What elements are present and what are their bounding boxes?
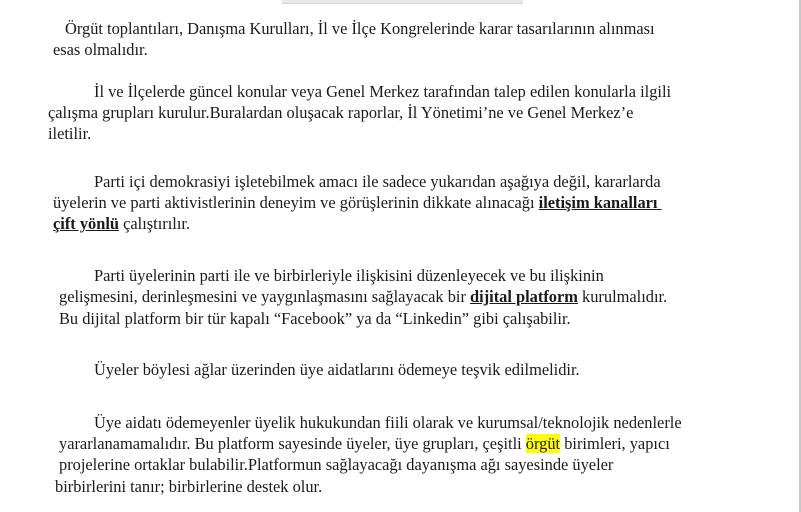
text-span: çalıştırılır. — [119, 214, 191, 233]
text-line: Üyeler böylesi ağlar üzerinden üye aidatlarını ödemeye teşvik edilmelidir. — [94, 360, 580, 379]
text-line: çalışma grupları kurulur.Buralardan oluşacak raporlar, İl Yönetimi’ne ve Genel Merkez’e — [48, 103, 634, 122]
text-line — [59, 434, 670, 454]
text-line — [53, 214, 190, 234]
underline-space — [658, 193, 662, 212]
emphasis-cift-yonlu: çift yönlü — [53, 214, 120, 233]
text-span: yararlanamamalıdır. Bu platform sayesinde üyeler, üye grupları, çeşitli — [59, 434, 526, 453]
highlight-orgut: örgüt — [525, 434, 561, 453]
text-span: gelişmesini, derinleşmesini ve yaygınlaşmasını sağlayacak bir — [59, 287, 471, 306]
text-line: iletilir. — [48, 124, 92, 143]
text-line: projelerine ortaklar bulabilir.Platformun sağlayacağı dayanışma ağı sayesinde üyeler — [59, 455, 614, 474]
emphasis-iletisim-kanallari: iletişim kanalları — [538, 193, 658, 212]
text-line: Parti içi demokrasiyi işletebilmek amacı ile sadece yukarıdan aşağıya değil, kararlarda — [94, 172, 661, 191]
text-line: İl ve İlçelerde güncel konular veya Genel Merkez tarafından talep edilen konularla ilgili — [94, 82, 672, 101]
top-scroll-indicator — [282, 0, 523, 4]
emphasis-dijital-platform: dijital platform — [470, 287, 578, 306]
text-line: birbirlerini tanır; birbirlerine destek olur. — [55, 477, 323, 496]
text-line — [53, 193, 662, 213]
text-span: birimleri, yapıcı — [560, 434, 670, 453]
text-line: Üye aidatı ödemeyenler üyelik hukukundan fiili olarak ve kurumsal/teknolojik nedenlerle — [94, 413, 682, 432]
text-line: Örgüt toplantıları, Danışma Kurulları, İl ve İlçe Kongrelerinde karar tasarılarının alınması — [65, 19, 655, 38]
text-span: kurulmalıdır. — [577, 287, 668, 306]
text-line: esas olmalıdır. — [53, 40, 148, 59]
text-line: Parti üyelerinin parti ile ve birbirleriyle ilişkisini düzenleyecek ve bu ilişkinin — [94, 266, 604, 285]
text-line: Bu dijital platform bir tür kapalı “Facebook” ya da “Linkedin” gibi çalışabilir. — [59, 309, 571, 328]
text-span: üyelerin ve parti aktivistlerinin deneyim ve görüşlerinin dikkate alınacağı — [53, 193, 539, 212]
text-line — [59, 287, 667, 307]
